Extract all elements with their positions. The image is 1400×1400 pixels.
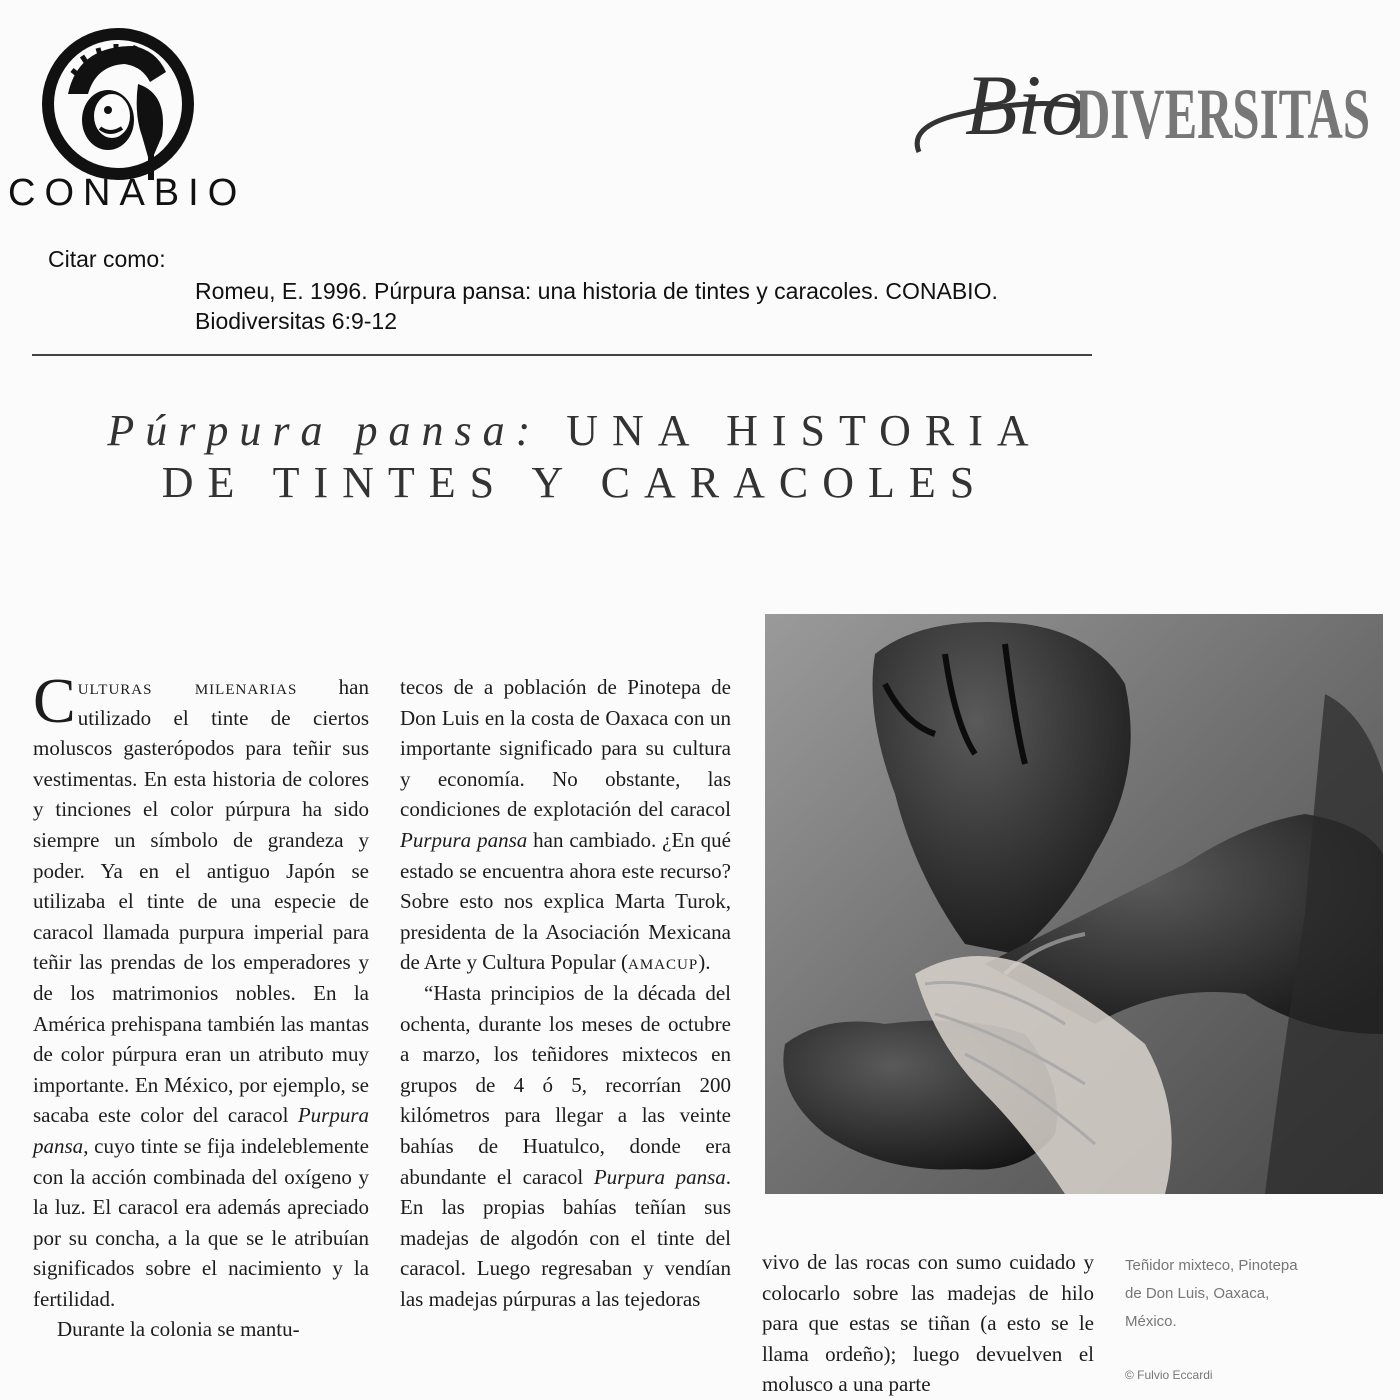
conabio-emblem-icon [38,24,198,184]
dropcap: C [33,665,76,736]
species-name: Purpura pansa [593,1164,726,1189]
paragraph: vivo de las rocas con sumo cuidado y colocarlo sobre las madejas de hilo para que estas se tiñan (a esto se le llama ordeño); luego devuelven el molusco a una parte [762,1250,1094,1397]
biodiversitas-logo [905,52,1380,167]
title-rest: UNA HISTORIA [566,406,1043,455]
paragraph-text: tecos de a población de Pinotepa de Don Luis en la costa de Oaxaca con un importante significado para su cultura y economía. No obstante, las condiciones de explotación del caracol [400,675,731,822]
photo-credit: © Fulvio Eccardi [1125,1368,1213,1382]
paragraph-text: ). [698,950,711,975]
citation-reference [195,276,1195,336]
body-column-1 [33,665,369,1345]
paragraph-text: han utilizado el tinte de ciertos moluscos gasterópodos para teñir sus vestimentas. En esta historia de colores y tinciones el color púrpura ha sido siempre un símbolo de grandeza y poder. Ya en el antiguo Japón se utilizaba el tinte de una especie de caracol llamada purpura imperial para teñir las prendas de los emperadores y de los matrimonios nobles. En la América prehispana también las mantas de color púrpura eran un atributo muy importante. En México, por ejemplo, se sacaba este color del caracol [33,675,369,1128]
conabio-logo-text: CONABIO [8,172,247,214]
title-italic: Púrpura pansa: [107,406,542,455]
title-line-2: DE TINTES Y CARACOLES [161,458,989,507]
paragraph-text: , cuyo tinte se fija indeleblemente con la acción combinada del oxígeno y la luz. El caracol era además apreciado por su concha, a la que se le atribuían significados sobre el nacimiento y la fertilidad. [33,1133,369,1311]
paragraph-text: . En las propias bahías teñían sus madejas de algodón con el tinte del caracol. Luego regresaban y vendían las madejas púrpuras a las tejedoras [400,1164,731,1311]
citation-label: Citar como: [48,246,166,272]
figure-caption: Teñidor mixteco, Pinotepa de Don Luis, Oaxaca, México. [1125,1257,1298,1330]
horizontal-divider [32,354,1092,356]
journal-logo-prefix: Bio [965,57,1085,153]
smallcaps-lead: ulturas milenarias [77,675,298,699]
article-title [40,405,1110,509]
paragraph: Durante la colonia se mantu- [57,1317,300,1342]
body-column-2 [400,672,731,1314]
paragraph-text: “Hasta principios de la década del ochenta, durante los meses de octubre a marzo, los teñidores mixtecos en grupos de 4 ó 5, recorrían 200 kilómetros para llegar a las veinte bahías de Huatulco, donde era abundante el caracol [400,980,731,1189]
species-name: Purpura pansa [400,827,528,852]
citation-line-1: Romeu, E. 1996. Púrpura pansa: una historia de tintes y caracoles. CONABIO. [195,278,998,304]
dyer-hands-photo [765,614,1383,1194]
body-column-3 [762,1247,1094,1400]
journal-logo-name: DIVERSITAS [1075,74,1370,154]
paragraph-text: han cambiado. ¿En qué estado se encuentra ahora este recurso? Sobre esto nos explica Marta Turok, presidenta de la Asociación Mexicana de Arte y Cultura Popular ( [400,827,731,975]
acronym: amacup [628,950,699,975]
species-name: Purpura pansa [33,1103,369,1158]
citation-line-2: Biodiversitas 6:9-12 [195,308,397,334]
